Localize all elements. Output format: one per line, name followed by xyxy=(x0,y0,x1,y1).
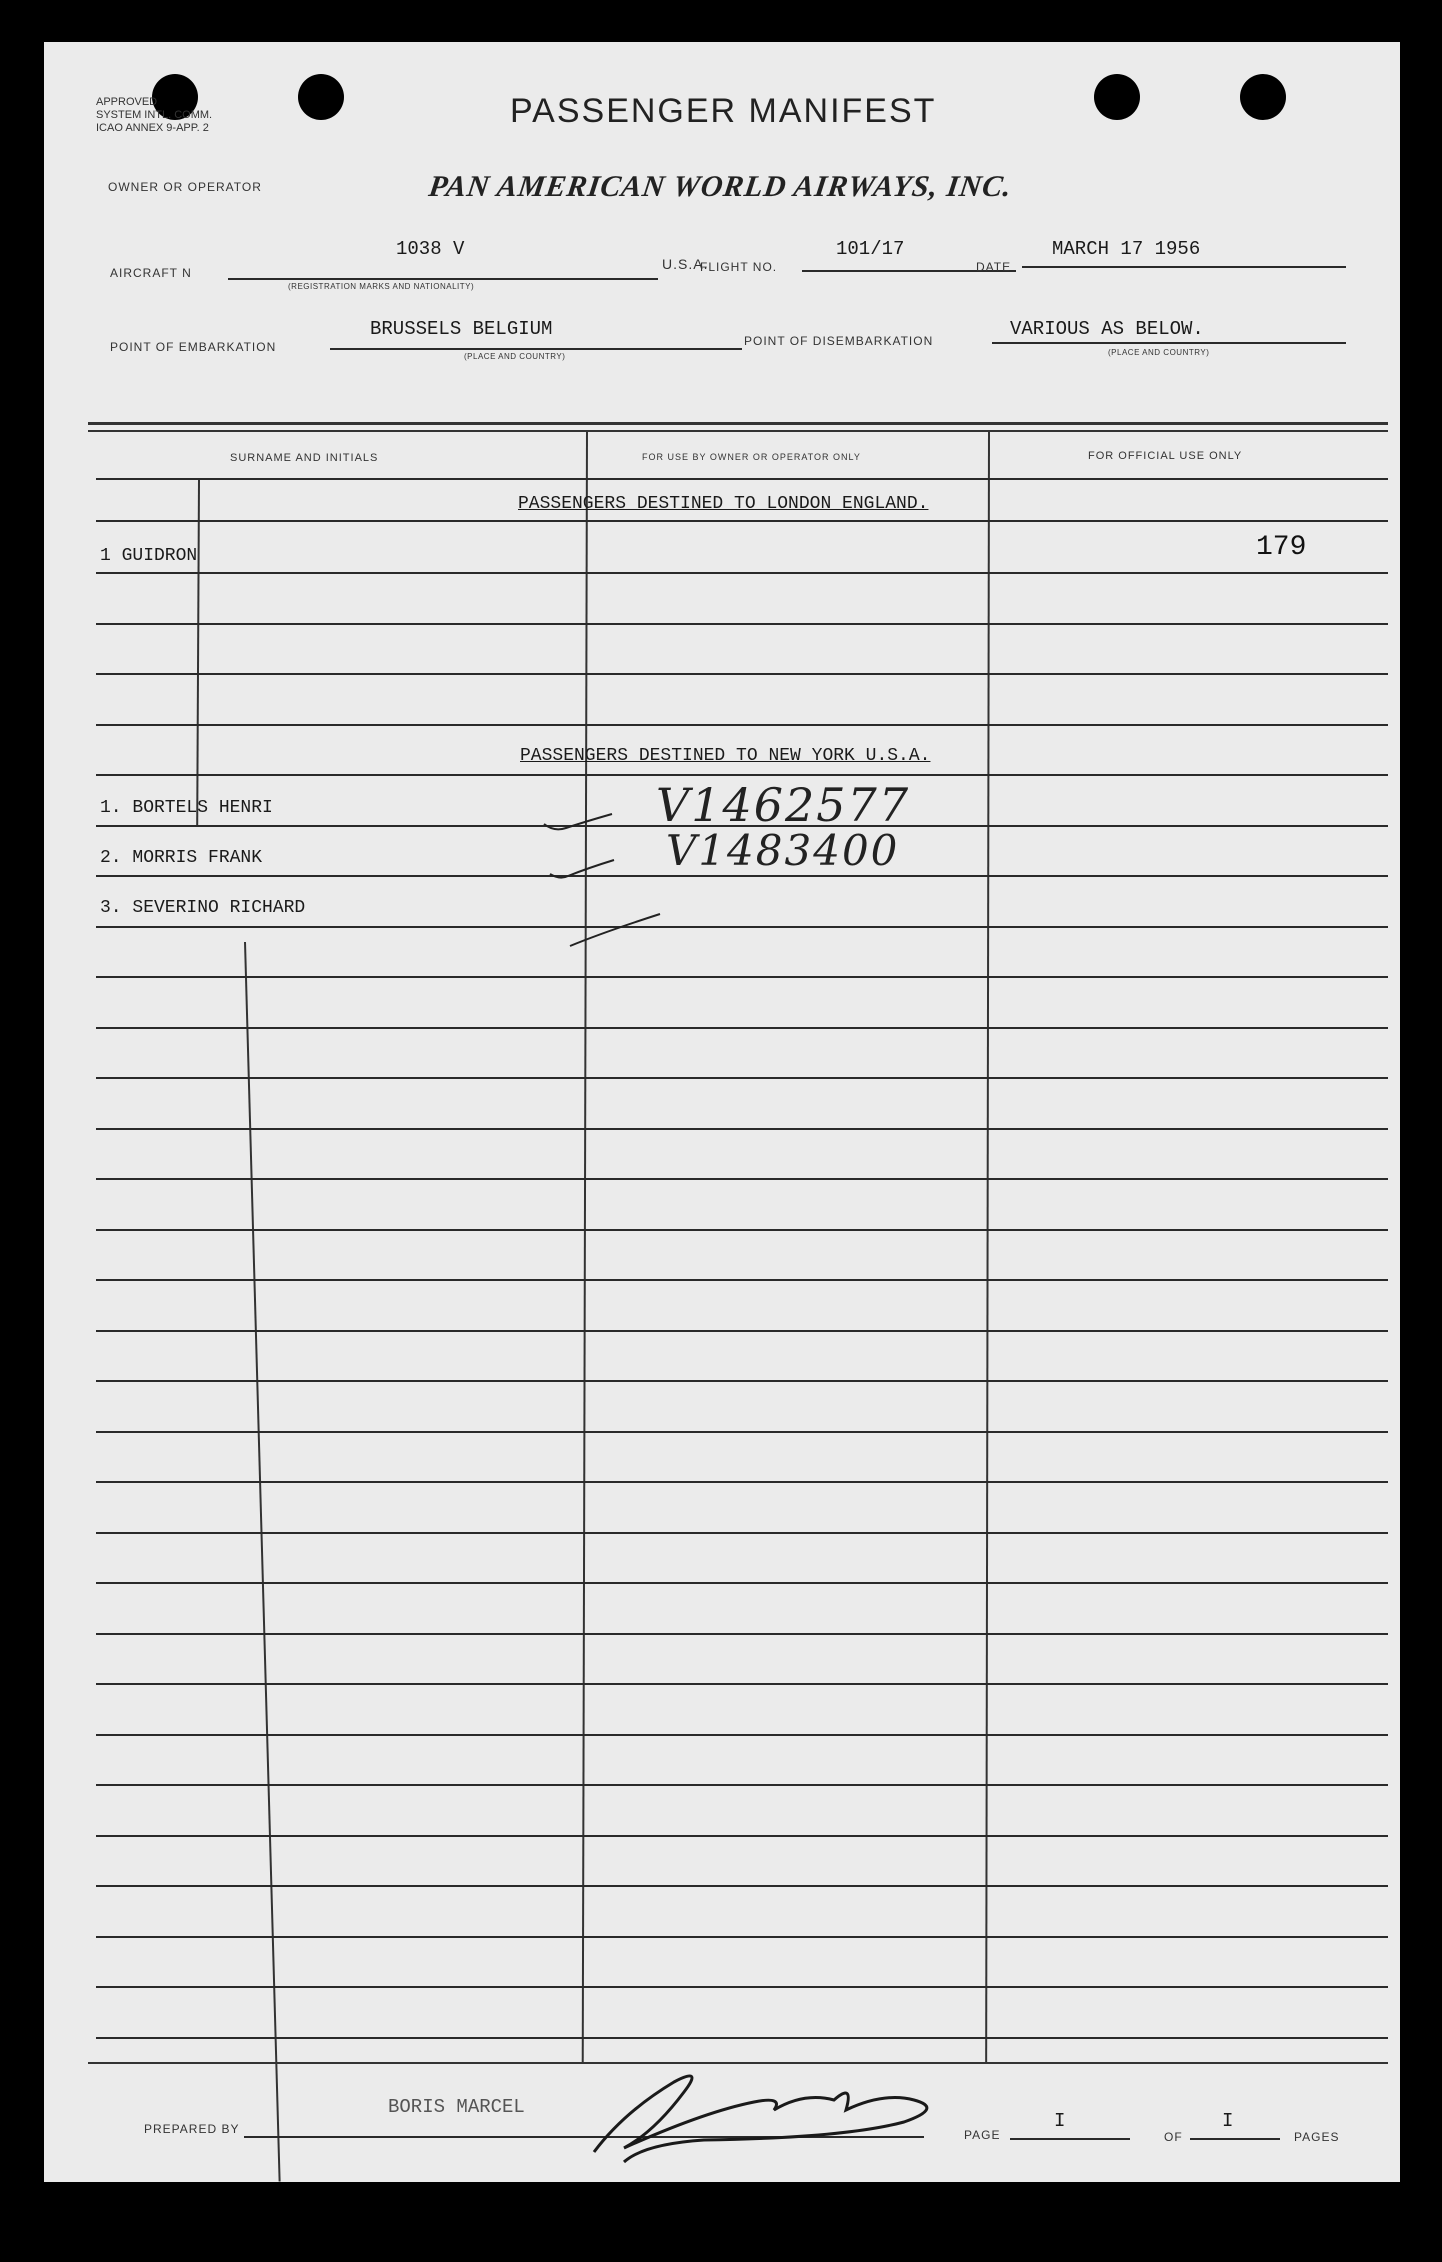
page-value: I xyxy=(1054,2110,1066,2132)
disembark-label: POINT OF DISEMBARKATION xyxy=(744,334,934,348)
date-value: MARCH 17 1956 xyxy=(1052,238,1201,260)
ruled-line xyxy=(96,774,1388,776)
check-mark xyxy=(570,914,660,946)
flight-value: 101/17 xyxy=(836,238,905,260)
ruled-line xyxy=(96,1481,1388,1483)
check-mark xyxy=(544,814,612,829)
ruled-line xyxy=(96,875,1388,877)
ruled-line xyxy=(96,1229,1388,1231)
embark-label: POINT OF EMBARKATION xyxy=(110,340,277,354)
check-marks xyxy=(494,802,664,952)
visa-number: V1483400 xyxy=(666,826,900,875)
column-divider xyxy=(582,430,588,2064)
manifest-page xyxy=(44,42,1400,2182)
aircraft-label: AIRCRAFT N xyxy=(110,266,192,280)
embark-underline xyxy=(330,348,742,350)
ruled-line xyxy=(96,1633,1388,1635)
approval-note: APPROVED SYSTEM INTL. COMM. ICAO ANNEX 9-APP. 2 xyxy=(96,96,213,134)
of-underline xyxy=(1190,2138,1280,2140)
embark-sub: (PLACE AND COUNTRY) xyxy=(464,352,566,361)
of-label: OF xyxy=(1164,2130,1183,2144)
ruled-line xyxy=(96,623,1388,625)
header-rule xyxy=(88,422,1388,425)
visa-number: V1462577 xyxy=(656,778,911,832)
section-heading-new-york: PASSENGERS DESTINED TO NEW YORK U.S.A. xyxy=(520,746,931,766)
ruled-line xyxy=(96,1330,1388,1332)
ruled-line xyxy=(96,1532,1388,1534)
flight-label: FLIGHT NO. xyxy=(700,260,778,274)
column-surname: SURNAME AND INITIALS xyxy=(230,452,379,464)
ruled-line xyxy=(96,1279,1388,1281)
ruled-line xyxy=(96,926,1388,928)
ruled-line xyxy=(96,2037,1388,2039)
passenger-name: 1 GUIDRON xyxy=(100,546,198,566)
ruled-line xyxy=(96,1683,1388,1685)
pages-label: PAGES xyxy=(1294,2130,1340,2144)
ruled-line xyxy=(96,1835,1388,1837)
usa-label: U.S.A. xyxy=(662,256,709,272)
ruled-line xyxy=(96,976,1388,978)
section-heading-london: PASSENGERS DESTINED TO LONDON ENGLAND. xyxy=(518,494,929,514)
disembark-underline xyxy=(992,342,1346,344)
ruled-line xyxy=(96,1936,1388,1938)
column-owner-use: FOR USE BY OWNER OR OPERATOR ONLY xyxy=(642,452,861,462)
disembark-sub: (PLACE AND COUNTRY) xyxy=(1108,348,1210,357)
passenger-name: 2. MORRIS FRANK xyxy=(100,848,263,868)
ruled-line xyxy=(96,673,1388,675)
passenger-name: 1. BORTELS HENRI xyxy=(100,798,273,818)
ruled-line xyxy=(96,1784,1388,1786)
ruled-line xyxy=(96,1885,1388,1887)
ruled-line xyxy=(96,1734,1388,1736)
date-label: DATE xyxy=(976,260,1012,274)
ruled-line xyxy=(96,724,1388,726)
embark-value: BRUSSELS BELGIUM xyxy=(370,318,553,340)
ruled-line xyxy=(96,1380,1388,1382)
column-official-use: FOR OFFICIAL USE ONLY xyxy=(1088,450,1243,462)
prepared-label: PREPARED BY xyxy=(144,2122,240,2136)
ruled-line xyxy=(96,1986,1388,1988)
punch-hole xyxy=(1240,74,1286,120)
disembark-value: VARIOUS AS BELOW. xyxy=(1010,318,1204,340)
ruled-line xyxy=(96,1582,1388,1584)
punch-hole xyxy=(1094,74,1140,120)
aircraft-underline xyxy=(228,278,658,280)
ruled-line xyxy=(96,1431,1388,1433)
official-number: 179 xyxy=(1256,532,1307,563)
ruled-line xyxy=(96,1027,1388,1029)
ruled-line xyxy=(96,520,1388,522)
owner-label: OWNER OR OPERATOR xyxy=(108,180,262,194)
page-title: PASSENGER MANIFEST xyxy=(510,92,937,130)
of-value: I xyxy=(1222,2110,1234,2132)
passenger-name: 3. SEVERINO RICHARD xyxy=(100,898,306,918)
aircraft-sub: (REGISTRATION MARKS AND NATIONALITY) xyxy=(288,282,475,291)
column-divider xyxy=(985,430,990,2064)
page-label: PAGE xyxy=(964,2128,1001,2142)
page-underline xyxy=(1010,2138,1130,2140)
check-mark xyxy=(550,860,614,878)
ruled-line xyxy=(96,1077,1388,1079)
aircraft-value: 1038 V xyxy=(396,238,465,260)
ruled-line xyxy=(96,1178,1388,1180)
prepared-value: BORIS MARCEL xyxy=(388,2096,525,2118)
ruled-line xyxy=(96,572,1388,574)
date-underline xyxy=(1022,266,1346,268)
ruled-line xyxy=(96,1128,1388,1130)
ruled-line xyxy=(96,478,1388,480)
signature xyxy=(584,2052,964,2172)
header-rule xyxy=(88,430,1388,432)
punch-hole xyxy=(298,74,344,120)
owner-value: PAN AMERICAN WORLD AIRWAYS, INC. xyxy=(426,170,1015,203)
